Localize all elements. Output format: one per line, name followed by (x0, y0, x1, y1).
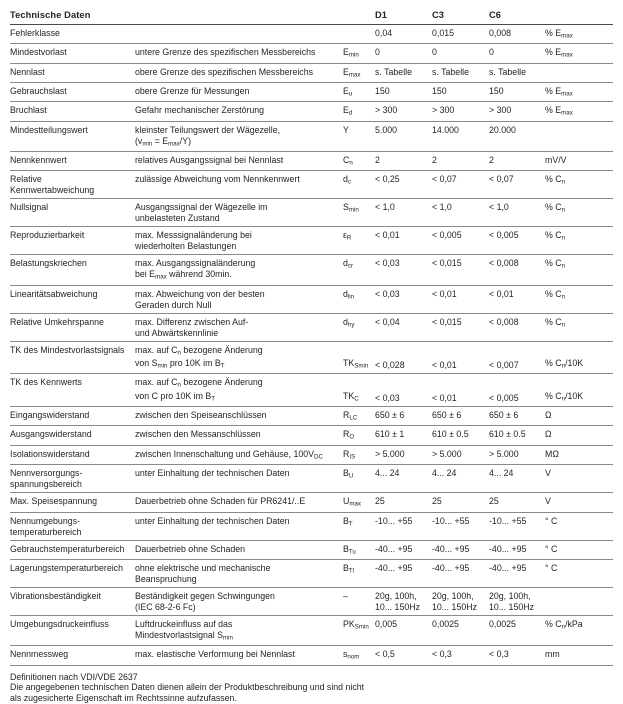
row-name: Relative Umkehrspanne (10, 316, 104, 327)
row-value-d1: -40... +95 (375, 543, 413, 554)
row-value-c3: 14.000 (432, 124, 459, 135)
footer-line-disclaimer-1: Die angegebenen technischen Daten dienen allein der Produktbeschreibung und sind nicht (10, 682, 365, 693)
row-unit: Ω (545, 410, 552, 421)
row-unit: % Emax (545, 47, 573, 59)
row-unit: ° C (545, 562, 558, 573)
footer-notes (10, 672, 613, 704)
row-value-c6: 0,008 (489, 28, 512, 38)
row-value-c3: 610 ± 0.5 (432, 429, 469, 440)
row-unit: % Cn (545, 288, 566, 301)
row-value-d1: -10... +55 (375, 515, 413, 526)
row-unit: % Emax (545, 86, 573, 98)
row-unit: mm (545, 649, 560, 660)
table-row (10, 560, 613, 588)
row-description: Gefahr mechanischer Zerstörung (135, 105, 265, 116)
row-value-d1: 20g, 100h, 10... 150Hz (375, 590, 420, 612)
table-title (10, 10, 375, 21)
row-name: Gebrauchstemperaturbereich (10, 543, 125, 554)
row-description: obere Grenze des spezifischen Messbereichs (135, 66, 313, 77)
row-value-c3: 20g, 100h, 10... 150Hz (432, 590, 477, 612)
row-value-c6: 0,0025 (489, 618, 516, 629)
row-unit: % Cn/10K (545, 358, 584, 370)
row-value-d1: 25 (375, 496, 385, 507)
row-value-c3: < 0,01 (432, 393, 457, 404)
table-row (10, 102, 613, 121)
row-symbol: Eu (343, 86, 353, 98)
table-row (10, 255, 613, 285)
row-value-c6: 150 (489, 86, 504, 97)
table-row (10, 171, 613, 199)
row-symbol: TKSmin (343, 358, 369, 370)
row-value-c3: < 0,3 (432, 649, 452, 660)
row-value-c6: 20.000 (489, 124, 516, 135)
row-value-c6: < 1,0 (489, 202, 509, 213)
row-unit: mV/V (545, 155, 567, 166)
row-description: relatives Ausgangssignal bei Nennlast (135, 155, 284, 166)
row-value-c3: 0,015 (432, 28, 455, 38)
row-symbol: RLC (343, 410, 358, 422)
row-name: Belastungskriechen (10, 258, 87, 269)
row-value-d1: 4... 24 (375, 468, 400, 479)
row-description: Luftdruckeinfluss auf das Mindestvorlastsignal Smin (135, 618, 233, 642)
row-name: Lagerungstemperaturbereich (10, 562, 123, 573)
table-row (10, 407, 613, 426)
row-name: Nennmessweg (10, 649, 69, 660)
row-symbol (343, 28, 375, 29)
row-symbol: snom (343, 649, 360, 661)
row-value-c3: 0,0025 (432, 618, 459, 629)
table-header-row (10, 4, 613, 25)
row-symbol: εR (343, 230, 352, 242)
table-row (10, 513, 613, 541)
table-row (10, 446, 613, 465)
table-row (10, 342, 613, 375)
row-value-d1: < 0,03 (375, 258, 400, 269)
row-name: Nullsignal (10, 202, 49, 213)
row-symbol: dlin (343, 288, 355, 301)
row-value-c6: 25 (489, 496, 499, 507)
row-value-c3: < 0,005 (432, 230, 462, 241)
row-value-c3: < 0,015 (432, 258, 462, 269)
row-name: Gebrauchslast (10, 86, 67, 97)
table-row (10, 616, 613, 646)
row-name: Nennumgebungs- temperaturbereich (10, 515, 82, 537)
table-row (10, 374, 613, 407)
row-symbol: Cn (343, 155, 353, 167)
row-description: Beständigkeit gegen Schwingungen (IEC 68-2-6 Fc) (135, 590, 275, 612)
row-symbol: dhy (343, 316, 355, 329)
row-value-c3: < 1,0 (432, 202, 452, 213)
table-row (10, 426, 613, 445)
row-name: Umgebungsdruckeinfluss (10, 618, 109, 629)
row-symbol: Umax (343, 496, 361, 508)
row-value-c6: -40... +95 (489, 562, 527, 573)
row-description: Dauerbetrieb ohne Schaden (135, 543, 246, 554)
row-name: Eingangswiderstand (10, 410, 90, 421)
row-description: max. auf Cn bezogene Änderung von Smin pro 10K im BT (135, 344, 263, 370)
row-name: TK des Kennwerts (10, 377, 82, 388)
row-symbol: dcr (343, 258, 354, 270)
row-symbol: Emin (343, 47, 359, 59)
row-unit (545, 125, 613, 126)
row-name: Isolationswiderstand (10, 448, 90, 459)
row-value-c6: -10... +55 (489, 515, 527, 526)
column-header-unit-spacer (545, 10, 613, 11)
row-value-d1: < 0,04 (375, 316, 400, 327)
row-name: Nennversorgungs- spannungsbereich (10, 468, 83, 490)
row-symbol: Y (343, 124, 349, 135)
footer-line-disclaimer-2: als zugesicherte Eigenschaft im Rechtssinne aufzufassen. (10, 693, 237, 704)
row-value-d1: < 0,25 (375, 174, 400, 185)
row-name: Fehlerklasse (10, 28, 60, 38)
row-name: Nennkennwert (10, 155, 67, 166)
row-symbol: PKSmin (343, 618, 369, 631)
row-value-d1: < 0,03 (375, 393, 400, 404)
row-description: ohne elektrische und mechanische Beanspruchung (135, 562, 271, 584)
row-value-c6: < 0,007 (489, 360, 519, 371)
row-description: max. elastische Verformung bei Nennlast (135, 649, 295, 660)
row-unit: Ω (545, 429, 552, 440)
row-name: Max. Speisespannung (10, 496, 98, 507)
row-value-c3: > 300 (432, 105, 455, 116)
row-value-c6: > 5.000 (489, 448, 519, 459)
table-row (10, 493, 613, 512)
row-unit: ° C (545, 515, 558, 526)
row-unit: % Cn (545, 174, 566, 186)
table-row (10, 122, 613, 152)
table-row (10, 588, 613, 616)
row-unit: V (545, 496, 551, 507)
row-value-c6: < 0,005 (489, 230, 519, 241)
row-value-d1: 650 ± 6 (375, 410, 405, 421)
row-value-d1: < 1,0 (375, 202, 395, 213)
table-row (10, 83, 613, 102)
row-description: max. Messsignaländerung bei wiederholten Belastungen (135, 230, 252, 252)
row-value-d1: 5.000 (375, 124, 398, 135)
row-value-d1: < 0,03 (375, 288, 400, 299)
row-unit: % Cn (545, 258, 566, 270)
row-value-c3: 650 ± 6 (432, 410, 462, 421)
row-description: zwischen Innenschaltung und Gehäuse, 100VDC (135, 448, 323, 461)
row-value-d1: 0,005 (375, 618, 398, 629)
row-value-c3: < 0,015 (432, 316, 462, 327)
row-description: zwischen den Messanschlüssen (135, 429, 261, 440)
row-value-c6: 650 ± 6 (489, 410, 519, 421)
row-symbol: BTl (343, 562, 355, 575)
row-unit: % Cn (545, 230, 566, 242)
row-value-c6: < 0,07 (489, 174, 514, 185)
row-value-c3: > 5.000 (432, 448, 462, 459)
row-value-d1: < 0,028 (375, 360, 405, 371)
row-name: Ausgangswiderstand (10, 429, 92, 440)
row-symbol: – (343, 590, 348, 601)
row-unit: % Cn/kPa (545, 618, 583, 631)
row-value-c6: < 0,3 (489, 649, 509, 660)
row-description: max. Differenz zwischen Auf- und Abwärtskennlinie (135, 316, 249, 338)
row-value-c6: < 0,008 (489, 258, 519, 269)
row-value-d1: -40... +95 (375, 562, 413, 573)
row-value-c6: < 0,005 (489, 393, 519, 404)
row-symbol: BU (343, 468, 354, 480)
row-value-d1: > 5.000 (375, 448, 405, 459)
table-row (10, 314, 613, 342)
row-value-c3: < 0,01 (432, 360, 457, 371)
row-description: untere Grenze des spezifischen Messbereichs (135, 47, 316, 58)
row-value-c3: -40... +95 (432, 543, 470, 554)
row-value-c3: < 0,07 (432, 174, 457, 185)
row-unit: % Emax (545, 105, 573, 117)
row-description: kleinster Teilungswert der Wägezelle, (vmin = Emax/Y) (135, 124, 281, 148)
row-description: obere Grenze für Messungen (135, 86, 250, 97)
row-symbol: Smin (343, 202, 359, 214)
table-row (10, 152, 613, 171)
row-symbol: TKC (343, 390, 359, 403)
row-value-c6: 2 (489, 155, 494, 166)
technical-data-table (10, 4, 613, 666)
row-description: max. auf Cn bezogene Änderung von C pro 10K im BT (135, 377, 263, 403)
table-row (10, 465, 613, 493)
row-symbol: BT (343, 515, 353, 527)
row-unit (545, 67, 613, 68)
row-name: Linearitätsabweichung (10, 288, 98, 299)
table-row (10, 286, 613, 314)
row-name: Mindestvorlast (10, 47, 67, 58)
row-description: zulässige Abweichung vom Nennkennwert (135, 174, 300, 185)
row-name: Vibrationsbeständigkeit (10, 590, 101, 601)
row-unit: % Cn/10K (545, 390, 584, 403)
row-value-c3: -10... +55 (432, 515, 470, 526)
row-name: Nennlast (10, 66, 45, 77)
row-description: zwischen den Speiseanschlüssen (135, 410, 267, 421)
row-name: Relative Kennwertabweichung (10, 174, 95, 196)
row-value-c3: -40... +95 (432, 562, 470, 573)
row-value-c6: 610 ± 0.5 (489, 429, 526, 440)
row-value-c3: s. Tabelle (432, 66, 470, 77)
row-symbol: Ed (343, 105, 353, 117)
row-value-d1: < 0,01 (375, 230, 400, 241)
row-description: Dauerbetrieb ohne Schaden für PR6241/..E (135, 496, 306, 507)
table-row (10, 541, 613, 560)
row-value-d1: > 300 (375, 105, 398, 116)
row-value-c3: < 0,01 (432, 288, 457, 299)
row-unit (545, 591, 613, 592)
row-description: Ausgangssignal der Wägezelle im unbelasteten Zustand (135, 202, 268, 224)
column-header-c3: C3 (432, 10, 444, 20)
row-value-d1: 150 (375, 86, 390, 97)
row-value-d1: 2 (375, 155, 380, 166)
row-value-d1: 0 (375, 47, 380, 58)
row-value-d1: s. Tabelle (375, 66, 413, 77)
row-name: Bruchlast (10, 105, 47, 116)
row-value-c3: 2 (432, 155, 437, 166)
row-symbol: RIS (343, 448, 356, 461)
row-value-c6: < 0,01 (489, 288, 514, 299)
row-symbol: RO (343, 429, 355, 441)
row-unit: MΩ (545, 448, 559, 459)
row-value-c3: 150 (432, 86, 447, 97)
row-value-d1: < 0,5 (375, 649, 395, 660)
row-value-c3: 25 (432, 496, 442, 507)
row-value-c6: s. Tabelle (489, 66, 527, 77)
table-row (10, 199, 613, 227)
row-description: max. Ausgangssignaländerung bei Emax während 30min. (135, 258, 256, 281)
row-value-c3: 0 (432, 47, 437, 58)
row-unit: ° C (545, 543, 558, 554)
row-value-c6: 20g, 100h, 10... 150Hz (489, 590, 534, 612)
row-unit: % Emax (545, 28, 573, 40)
row-value-d1: 610 ± 1 (375, 429, 405, 440)
footer-line-definitions: Definitionen nach VDI/VDE 2637 (10, 671, 138, 682)
row-symbol: Emax (343, 66, 361, 79)
row-description (135, 28, 343, 29)
row-value-c6: -40... +95 (489, 543, 527, 554)
row-value-c6: 0 (489, 47, 494, 58)
table-row (10, 25, 613, 44)
row-description: unter Einhaltung der technischen Daten (135, 468, 290, 479)
row-value-c6: > 300 (489, 105, 512, 116)
row-value-c6: 4... 24 (489, 468, 514, 479)
row-name: Reproduzierbarkeit (10, 230, 85, 241)
column-header-c6: C6 (489, 10, 501, 20)
row-symbol: dc (343, 174, 351, 186)
row-name: TK des Mindestvorlastsignals (10, 344, 125, 355)
row-value-c6: < 0,008 (489, 316, 519, 327)
row-description: max. Abweichung von der besten Geraden durch Null (135, 288, 265, 310)
row-description: unter Einhaltung der technischen Daten (135, 515, 290, 526)
row-value-c3: 4... 24 (432, 468, 457, 479)
table-row (10, 44, 613, 63)
table-title-text: Technische Daten (10, 10, 91, 20)
table-row (10, 64, 613, 83)
row-value-d1: 0,04 (375, 28, 393, 38)
row-unit: % Cn (545, 202, 566, 214)
row-symbol: BTu (343, 543, 356, 555)
table-row (10, 227, 613, 255)
row-unit: % Cn (545, 316, 566, 329)
column-header-d1: D1 (375, 10, 387, 20)
row-unit: V (545, 468, 551, 479)
row-name: Mindestteilungswert (10, 124, 88, 135)
